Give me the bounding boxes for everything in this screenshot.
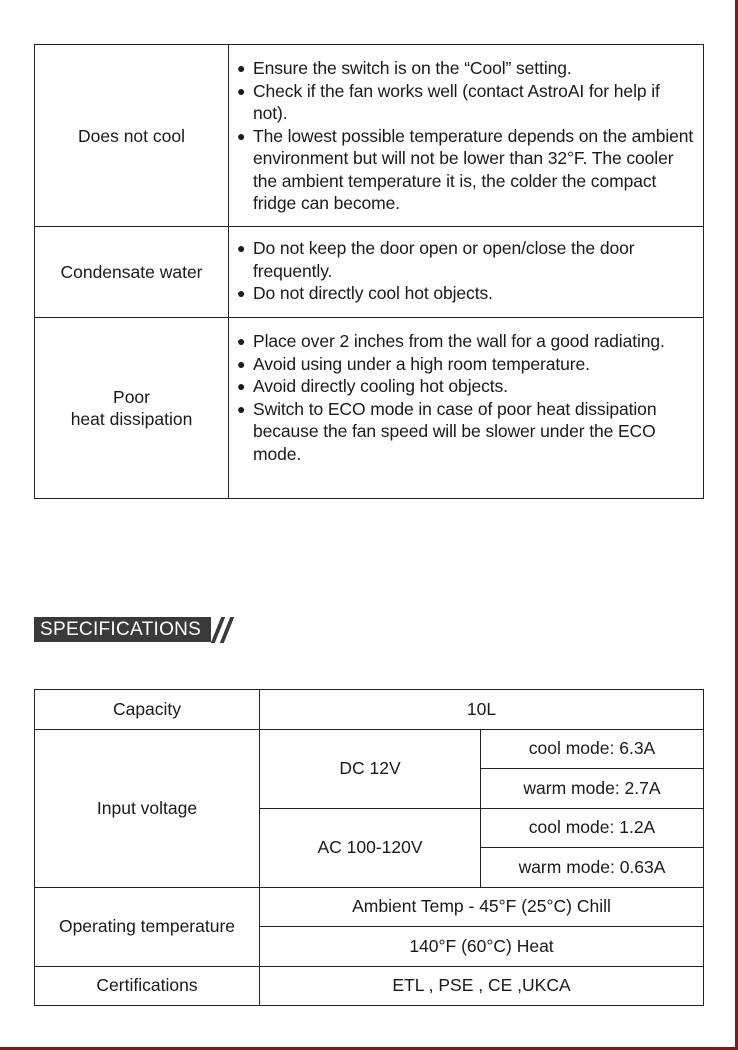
- list-item: ● Check if the fan works well (contact AstroAI for help if not).: [237, 80, 699, 125]
- solution-list: [237, 237, 699, 305]
- solution-list: [237, 57, 699, 215]
- dc-warm-current: warm mode: 2.7A: [481, 769, 704, 809]
- table-row: [35, 729, 704, 769]
- table-row: [35, 45, 704, 227]
- table-row: [35, 966, 704, 1006]
- ac-cool-current: cool mode: 1.2A: [481, 808, 704, 848]
- issue-cell: [35, 318, 229, 499]
- solutions-cell: [229, 227, 704, 318]
- dc-voltage: DC 12V: [260, 729, 481, 808]
- capacity-label: Capacity: [35, 690, 260, 730]
- list-item: ● Avoid using under a high room temperature.: [237, 353, 699, 376]
- table-row: [35, 887, 704, 927]
- troubleshooting-table: [34, 44, 704, 499]
- section-title: SPECIFICATIONS: [34, 617, 211, 642]
- list-item: ● Place over 2 inches from the wall for a good radiating.: [237, 330, 699, 353]
- list-item: ● Do not keep the door open or open/close the door frequently.: [237, 237, 699, 282]
- input-voltage-label: Input voltage: [35, 729, 260, 887]
- issue-label: Condensate water: [60, 262, 203, 282]
- ac-warm-current: warm mode: 0.63A: [481, 848, 704, 888]
- list-item: ● Avoid directly cooling hot objects.: [237, 375, 699, 398]
- table-row: [35, 690, 704, 730]
- certifications-value: ETL , PSE , CE ,UKCA: [260, 966, 704, 1006]
- list-item: ● Ensure the switch is on the “Cool” setting.: [237, 57, 699, 80]
- solutions-cell: [229, 318, 704, 499]
- issue-cell: [35, 45, 229, 227]
- solution-list: [237, 330, 699, 465]
- heat-temperature: 140°F (60°C) Heat: [260, 927, 704, 967]
- issue-cell: [35, 227, 229, 318]
- dc-cool-current: cool mode: 6.3A: [481, 729, 704, 769]
- certifications-label: Certifications: [35, 966, 260, 1006]
- solutions-cell: [229, 45, 704, 227]
- issue-label: Does not cool: [77, 125, 185, 146]
- list-item: ● Do not directly cool hot objects.: [237, 282, 699, 305]
- table-row: [35, 318, 704, 499]
- chill-temperature: Ambient Temp - 45°F (25°C) Chill: [260, 887, 704, 927]
- ac-voltage: AC 100-120V: [260, 808, 481, 887]
- specifications-table: [34, 689, 704, 1006]
- list-item: ● The lowest possible temperature depends on the ambient environment but will not be lower than 32°F. The cooler the ambient temperature it is, the colder the compact fridge can become.: [237, 125, 699, 215]
- table-row: [35, 227, 704, 318]
- specifications-heading: [34, 617, 229, 642]
- list-item: ● Switch to ECO mode in case of poor heat dissipation because the fan speed will be slower under the ECO mode.: [237, 398, 699, 466]
- operating-temperature-label: Operating temperature: [35, 887, 260, 966]
- issue-label-line: heat dissipation: [70, 409, 193, 429]
- capacity-value: 10L: [260, 690, 704, 730]
- issue-label-line: Poor: [113, 387, 150, 407]
